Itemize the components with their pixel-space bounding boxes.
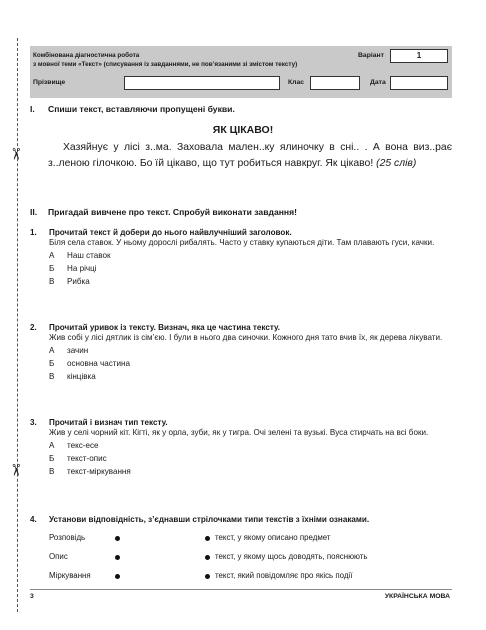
scissors-icon: ✂ — [6, 463, 24, 477]
class-field[interactable] — [310, 76, 360, 90]
answer-option[interactable]: Б основна частина — [49, 358, 131, 368]
answer-option[interactable]: В кінцівка — [49, 371, 96, 381]
class-label: Клас — [288, 79, 305, 86]
header-title: Комбінована діагностична робота — [33, 52, 140, 59]
section-1-heading: I. Спиши текст, вставляючи пропущені букви. — [30, 104, 235, 114]
task-3 — [30, 418, 450, 478]
date-label: Дата — [370, 79, 386, 86]
answer-option[interactable]: В Рибка — [49, 276, 90, 286]
connect-dot[interactable] — [115, 574, 120, 579]
task-2 — [30, 323, 450, 383]
text-type-label: Міркування — [49, 571, 91, 580]
subject-name: УКРАЇНСЬКА МОВА — [384, 593, 450, 600]
variant-label: Варіант — [358, 52, 384, 59]
worksheet-header — [30, 46, 452, 98]
answer-option[interactable]: Б текст-опис — [49, 453, 107, 463]
task-question: 4. Установи відповідність, з’єднавши стрілочками типи текстів з їхніми ознаками. — [30, 515, 370, 524]
page-number: 3 — [30, 593, 34, 600]
answer-option[interactable]: Б На річці — [49, 263, 97, 273]
task-text: Жив собі у лісі дятлик із сім’єю. І були в нього два синочки. Кожного дня тато вчив їх, як дерева лікувати. — [49, 333, 443, 342]
section-2-heading: II. Пригадай вивчене про текст. Спробуй виконати завдання! — [30, 207, 297, 217]
text-feature-label: текст, у якому описано предмет — [215, 533, 331, 542]
text-type-label: Опис — [49, 552, 68, 561]
dictation-text: Хазяйнує у лісі з..ма. Заховала мален..ку ялиночку в сні.. . А вона виз..рає з..леною гілочкою. Бо їй цікаво, що тут робиться навкруг. Як цікаво! (25 слів) — [48, 142, 452, 170]
answer-option[interactable]: А текс-есе — [49, 440, 99, 450]
connect-dot[interactable] — [115, 536, 120, 541]
variant-field[interactable]: 1 — [390, 49, 448, 63]
text-feature-label: текст, у якому щось доводять, пояснюють — [215, 552, 368, 561]
connect-dot[interactable] — [205, 536, 210, 541]
task-4 — [30, 515, 450, 524]
scissors-icon: ✂ — [6, 147, 24, 161]
connect-dot[interactable] — [115, 555, 120, 560]
task-1 — [30, 228, 450, 288]
task-text: Жив у селі чорний кіт. Кігті, як у орла, зуби, як у тигра. Очі зелені та вузькі. Вуса стирчать на всі боки. — [49, 428, 429, 437]
task-question: 2. Прочитай уривок із тексту. Визнач, яка це частина тексту. — [30, 323, 281, 332]
word-count: (25 слів) — [376, 158, 417, 170]
matching-row — [49, 571, 449, 583]
surname-label: Прізвище — [33, 79, 66, 86]
date-field[interactable] — [390, 76, 448, 90]
task-text: Біля села ставок. У ньому дорослі рибалять. Часто у ставку купаються діти. Там плавають гуси, качки. — [49, 238, 435, 247]
task-question: 3. Прочитай і визнач тип тексту. — [30, 418, 168, 427]
surname-field[interactable] — [124, 76, 280, 90]
answer-option[interactable]: А зачин — [49, 345, 89, 355]
answer-option[interactable]: В текст-міркування — [49, 466, 131, 476]
answer-option[interactable]: А Наш ставок — [49, 250, 111, 260]
matching-row — [49, 533, 449, 545]
connect-dot[interactable] — [205, 555, 210, 560]
task-question: 1. Прочитай текст й добери до нього найвлучніший заголовок. — [30, 228, 292, 237]
header-subtitle: з мовної теми «Текст» (списування із завданнями, не пов’язаними зі змістом тексту) — [33, 61, 298, 68]
matching-row — [49, 552, 449, 564]
text-feature-label: текст, який повідомляє про якісь події — [215, 571, 353, 580]
footer-rule — [30, 589, 452, 590]
text-type-label: Розповідь — [49, 533, 86, 542]
dictation-title: ЯК ЦІКАВО! — [212, 124, 274, 136]
connect-dot[interactable] — [205, 574, 210, 579]
